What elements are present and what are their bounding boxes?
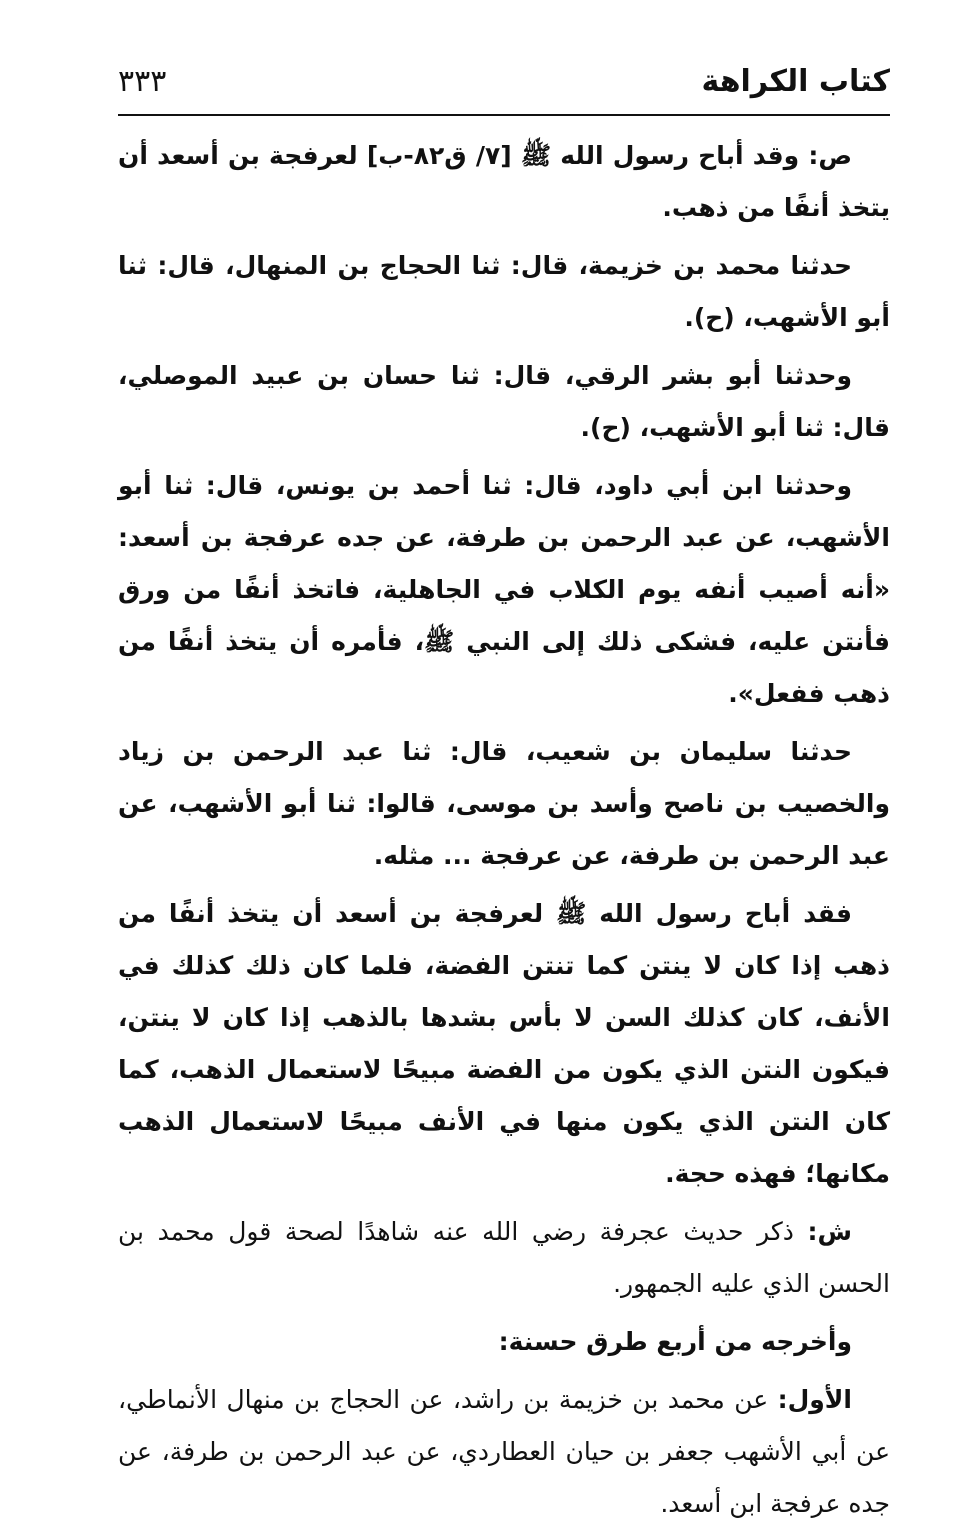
sharh-label: ش: xyxy=(807,1217,852,1246)
paragraph-text: ذكر حديث عجرفة رضي الله عنه شاهدًا لصحة قول محمد بن الحسن الذي عليه الجمهور. xyxy=(118,1217,890,1298)
body-text xyxy=(118,130,890,1530)
first-route-label: الأول: xyxy=(777,1385,852,1414)
sharh-paragraph xyxy=(118,1374,890,1530)
paragraph-text: وحدثنا ابن أبي داود، قال: ثنا أحمد بن يونس، قال: ثنا أبو الأشهب، عن عبد الرحمن بن طرفة، عن جده عرفجة بن أسعد: «أنه أصيب أنفه يوم الكلاب في الجاهلية، فاتخذ أنفًا من ورق فأنتن عليه، فشكى ذلك إلى النبي ﷺ، فأمره أن يتخذ أنفًا من ذهب ففعل». xyxy=(118,471,890,708)
isnad-paragraph xyxy=(118,350,890,454)
hadith-paragraph xyxy=(118,460,890,720)
page-header xyxy=(118,58,890,116)
matn-label: ص: xyxy=(808,141,852,170)
paragraph-text: وأخرجه من أربع طرق حسنة: xyxy=(498,1327,852,1356)
paragraph-text: حدثنا سليمان بن شعيب، قال: ثنا عبد الرحمن بن زياد والخصيب بن ناصح وأسد بن موسى، قالوا: ثنا أبو الأشهب، عن عبد الرحمن بن طرفة، عن عرفجة ... مثله. xyxy=(118,737,890,870)
paragraph-text: عن محمد بن خزيمة بن راشد، عن الحجاج بن منهال الأنماطي، عن أبي الأشهب جعفر بن حيان العطاردي، عن عبد الرحمن بن طرفة، عن جده عرفجة ابن أسعد. xyxy=(118,1385,890,1518)
running-title: كتاب الكراهة xyxy=(701,64,890,99)
page-number: ٣٣٣ xyxy=(118,64,167,99)
isnad-paragraph xyxy=(118,240,890,344)
argument-paragraph xyxy=(118,888,890,1200)
paragraph-text: وقد أباح رسول الله ﷺ [٧/ ق٨٢-ب] لعرفجة بن أسعد أن يتخذ أنفًا من ذهب. xyxy=(118,141,890,222)
isnad-paragraph xyxy=(118,726,890,882)
paragraph-text: فقد أباح رسول الله ﷺ لعرفجة بن أسعد أن يتخذ أنفًا من ذهب إذا كان لا ينتن كما تنتن الفضة، فلما كان ذلك كذلك في الأنف، كان كذلك السن لا بأس بشدها بالذهب إذا كان لا ينتن، فيكون النتن الذي يكون من الفضة مبيحًا لاستعمال الذهب، كما كان النتن الذي يكون منها في الأنف مبيحًا لاستعمال الذهب مكانها؛ فهذه حجة. xyxy=(118,899,890,1188)
sharh-paragraph xyxy=(118,1206,890,1310)
paragraph-text: وحدثنا أبو بشر الرقي، قال: ثنا حسان بن عبيد الموصلي، قال: ثنا أبو الأشهب، (ح). xyxy=(118,361,890,442)
matn-paragraph xyxy=(118,130,890,234)
book-page xyxy=(118,58,890,1536)
section-heading xyxy=(118,1316,890,1368)
paragraph-text: حدثنا محمد بن خزيمة، قال: ثنا الحجاج بن المنهال، قال: ثنا أبو الأشهب، (ح). xyxy=(118,251,890,332)
